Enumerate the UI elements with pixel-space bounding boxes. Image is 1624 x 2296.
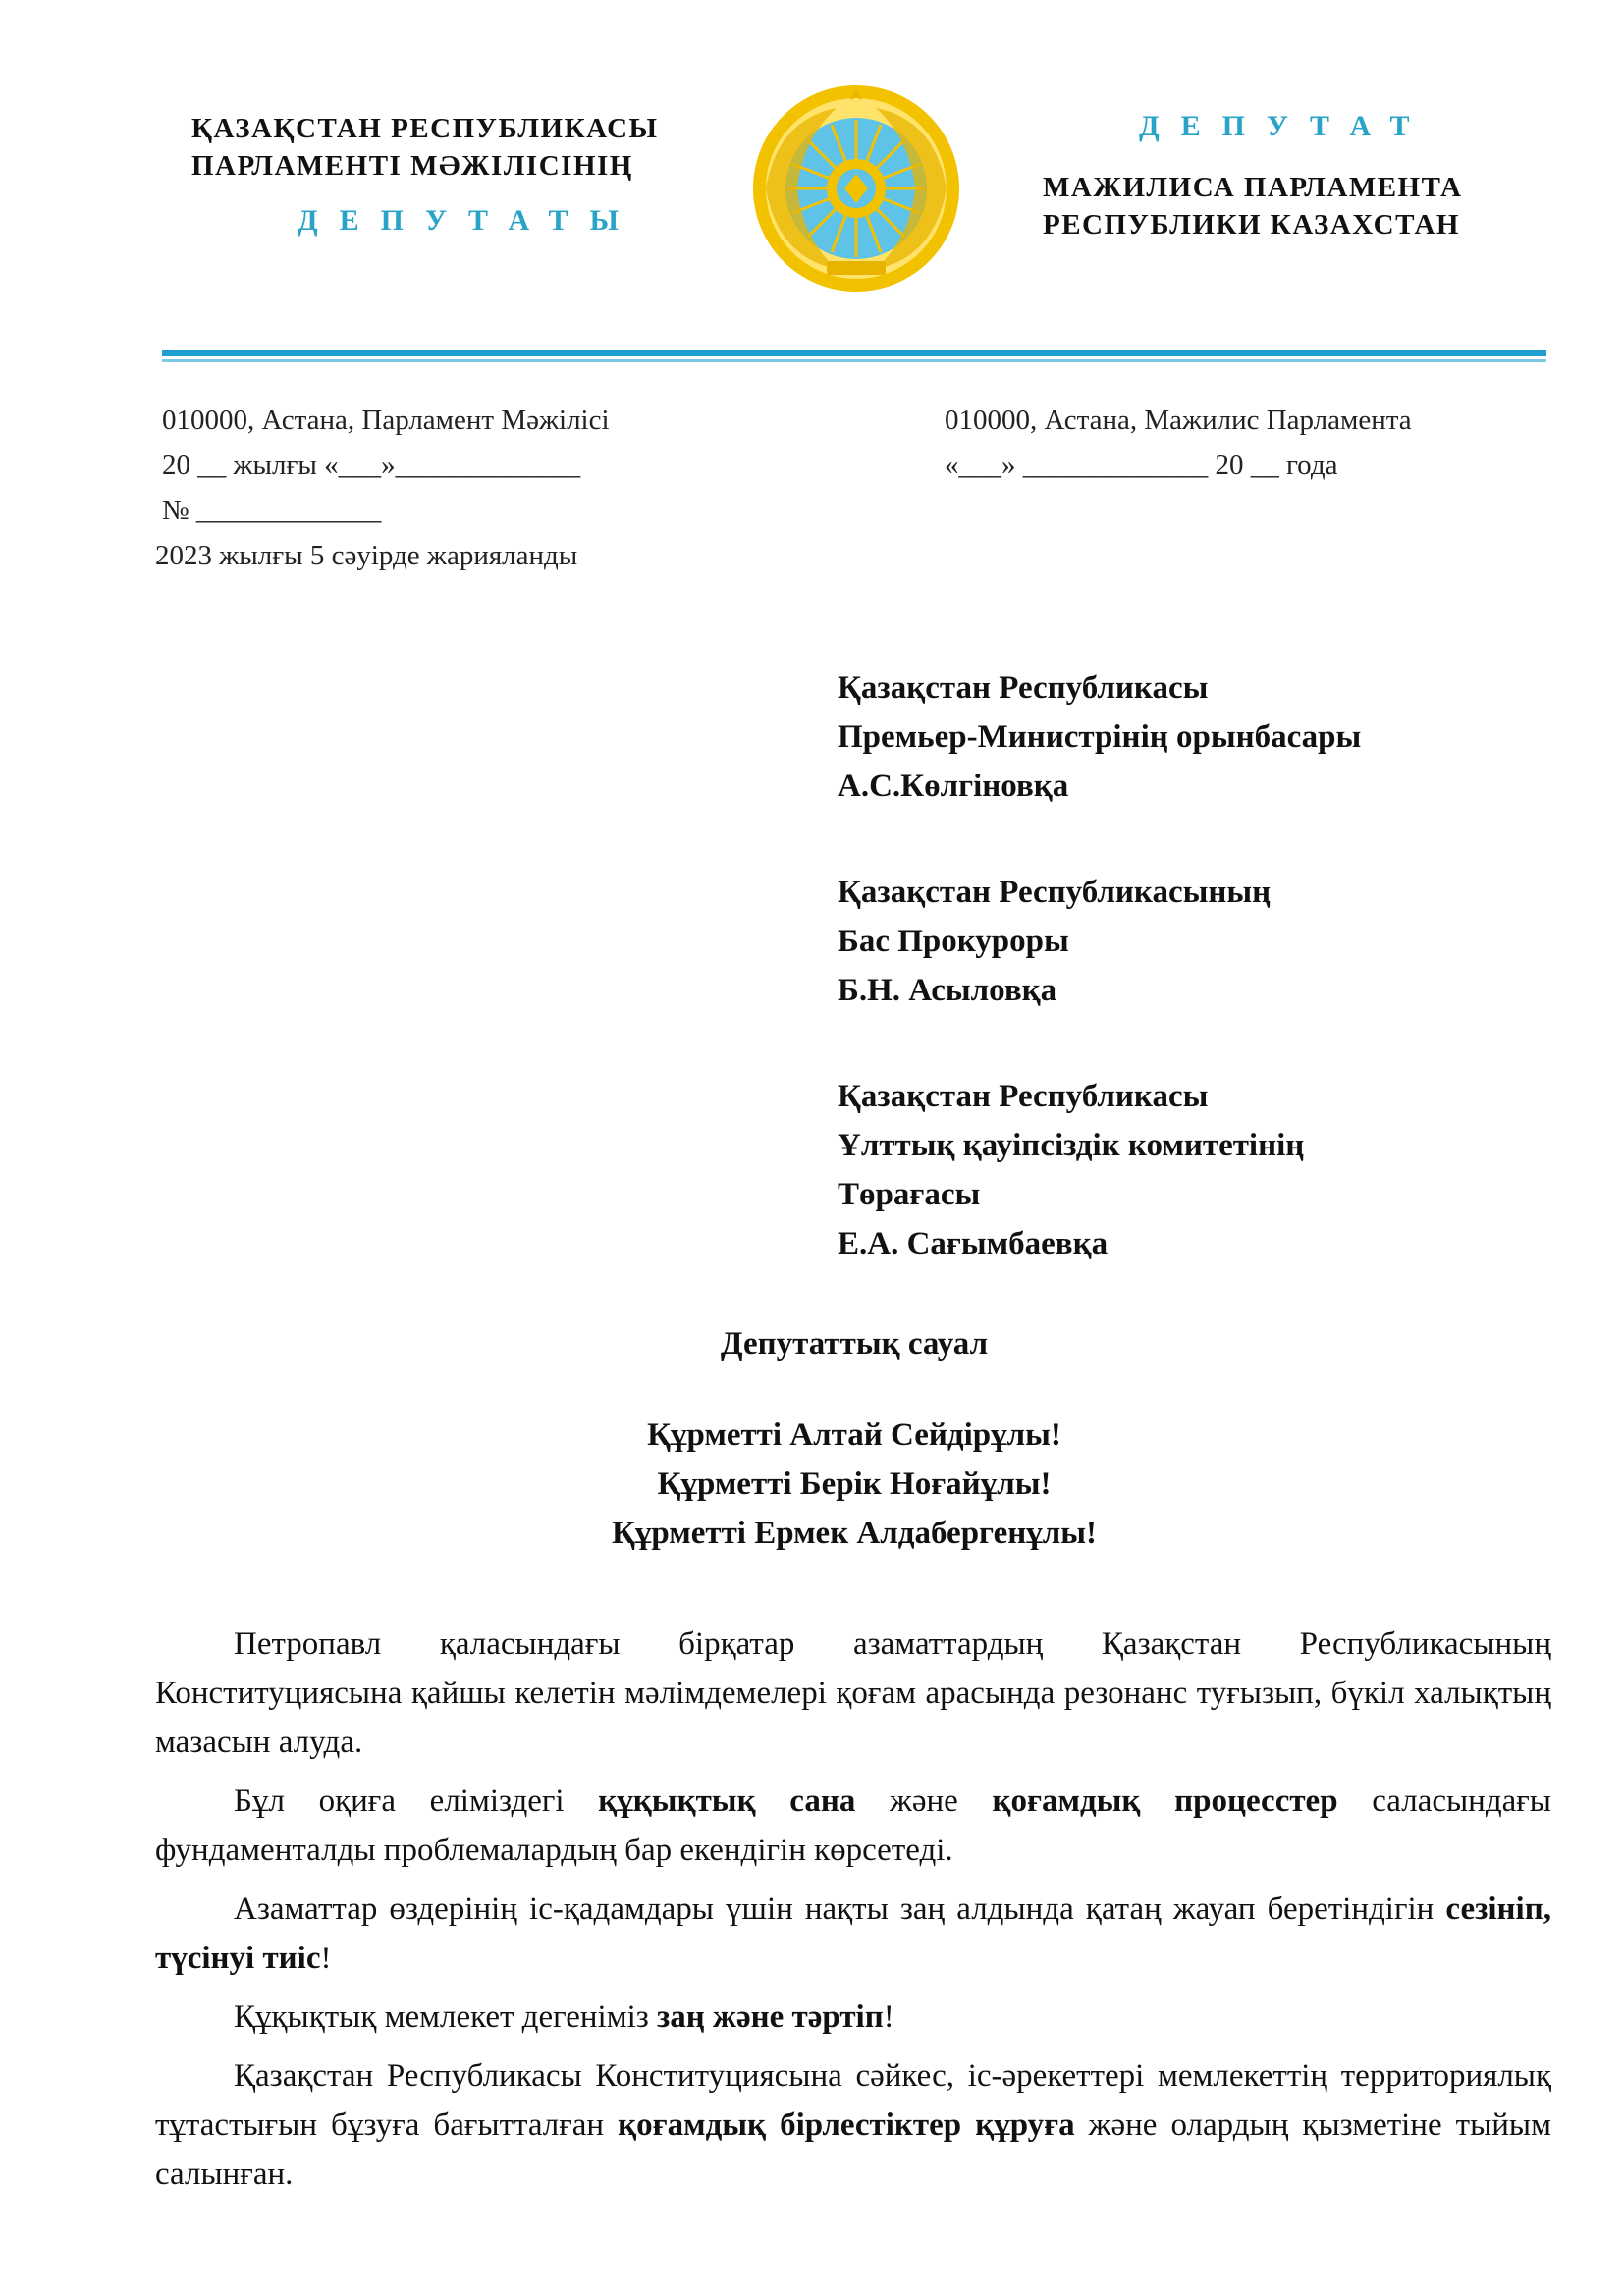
body-text: ! [883, 2000, 894, 2035]
letterhead-ru-deputy: ДЕПУТАТ [1139, 110, 1432, 142]
address-kz-line2: 20 __ жылғы «___»_____________ [162, 450, 581, 481]
body-paragraph [155, 1993, 1551, 2042]
letterhead-kz-line2: ПАРЛАМЕНТІ МӘЖІЛІСІНІҢ [191, 150, 633, 182]
body-paragraph [155, 2052, 1551, 2199]
recipient-line: Қазақстан Республикасының [838, 875, 1272, 910]
letterhead-kz [191, 110, 722, 185]
greeting-line: Құрметті Берік Ноғайұлы! [657, 1467, 1052, 1502]
body-emphasis: қоғамдық процесстер [992, 1784, 1338, 1819]
address-ru-line2: «___» _____________ 20 __ года [945, 450, 1338, 481]
body-emphasis: құқықтық сана [598, 1784, 856, 1819]
address-kz [162, 398, 712, 533]
recipient-line: Премьер-Министрінің орынбасары [838, 720, 1362, 755]
recipient-line: Төрағасы [838, 1177, 981, 1212]
recipient-line: Қазақстан Республикасы [838, 670, 1209, 706]
greeting-line: Құрметті Ермек Алдабергенұлы! [611, 1516, 1098, 1551]
letterhead-divider [162, 350, 1546, 356]
letterhead-kz-deputy: ДЕПУТАТЫ [298, 204, 641, 237]
letterhead-ru-line2: РЕСПУБЛИКИ КАЗАХСТАН [1043, 209, 1460, 240]
body-text: және олардың қызметіне тыйым салынған. [155, 2108, 1551, 2192]
letterhead-ru-line1: МАЖИЛИСА ПАРЛАМЕНТА [1043, 172, 1463, 203]
body-paragraph [155, 1777, 1551, 1875]
body-emphasis: сезініп, түсінуі тиіс [155, 1892, 1551, 1976]
body-text: Қазақстан Республикасы Конституциясына сәйкес, іс-әрекеттері мемлекеттің территориялық тұтастығын бұзуға бағытталған [155, 2058, 1551, 2143]
recipient-line: Бас Прокуроры [838, 924, 1069, 959]
recipient-name: А.С.Көлгіновқа [838, 769, 1069, 804]
body-text: ! [320, 1941, 332, 1976]
body-emphasis: қоғамдық бірлестіктер құруға [618, 2108, 1075, 2143]
letter-body [155, 1620, 1551, 2209]
address-kz-line1: 010000, Астана, Парламент Мәжілісі [162, 404, 610, 436]
greeting-line: Құрметті Алтай Сейдірұлы! [647, 1417, 1061, 1453]
body-paragraph [155, 1620, 1551, 1767]
body-text: Петропавл қаласындағы бірқатар азаматтардың Қазақстан Республикасының Конституциясына қайшы келетін мәлімдемелері қоғам арасында резонанс туғызып, бүкіл халықтың мазасын алуда. [155, 1627, 1551, 1760]
letterhead-kz-line1: ҚАЗАҚСТАН РЕСПУБЛИКАСЫ [191, 113, 659, 144]
letterhead-ru [1043, 169, 1553, 243]
recipient-block [838, 868, 1525, 1015]
body-text: Құқықтық мемлекет дегеніміз [234, 2000, 658, 2035]
address-ru-line1: 010000, Астана, Мажилис Парламента [945, 404, 1412, 436]
letterhead-divider-thin [162, 359, 1546, 362]
body-emphasis: заң және тәртіп [657, 2000, 884, 2035]
recipient-name: Б.Н. Асыловқа [838, 973, 1057, 1008]
body-text: Азаматтар өздерінің іс-қадамдары үшін нақты заң алдында қатаң жауап беретіндігін [234, 1892, 1446, 1927]
body-text: және [855, 1784, 993, 1819]
published-note: 2023 жылғы 5 сәуірде жарияланды [155, 540, 578, 571]
body-text: саласындағы фундаменталды проблемалардың бар екендігін көрсетеді. [155, 1784, 1551, 1868]
recipient-line: Қазақстан Республикасы [838, 1079, 1209, 1114]
recipient-name: Е.А. Сағымбаевқа [838, 1226, 1109, 1261]
recipient-block [838, 664, 1525, 811]
state-emblem-icon [748, 80, 964, 296]
recipient-line: Ұлттық қауіпсіздік комитетінің [838, 1128, 1305, 1163]
body-paragraph [155, 1885, 1551, 1983]
recipient-block [838, 1072, 1525, 1268]
body-text: Бұл оқиға еліміздегі [234, 1784, 599, 1819]
document-subject: Депутаттық сауал [720, 1326, 989, 1362]
address-kz-line3: № _____________ [162, 495, 382, 526]
address-ru [945, 398, 1494, 488]
greetings [157, 1411, 1551, 1558]
